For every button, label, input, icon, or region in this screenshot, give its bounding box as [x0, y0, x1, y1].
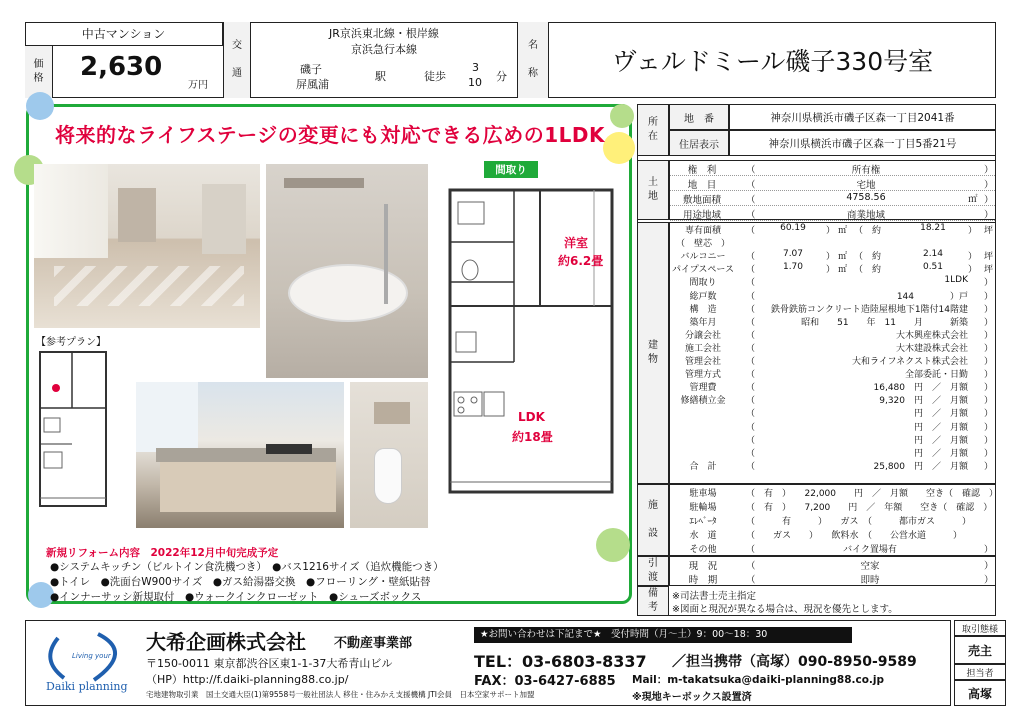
paren-close: ） [968, 252, 978, 263]
company-address: 〒150-0011 東京都渋谷区東1-1-37大希青山ビル [146, 657, 393, 670]
logo-tagline: Living your [72, 652, 111, 660]
building-row-label: 施工会社 [684, 343, 721, 354]
building-block [669, 222, 996, 484]
decor-circle-green-3 [596, 528, 630, 562]
land-block [669, 160, 996, 220]
delivery-row [670, 572, 995, 586]
paren-close: ） [984, 383, 994, 394]
paren-open: （ [746, 448, 756, 459]
building-row-label: 築年月 [689, 317, 717, 328]
area-tsubo: 2.14 [922, 249, 944, 260]
paren-close: ） [826, 226, 836, 236]
building-row-label: 管理費 [689, 383, 717, 394]
facility-row [670, 527, 995, 541]
delivery-row-label: 現 況 [688, 561, 718, 572]
paren-close: ） [826, 252, 836, 263]
facilities-block [669, 484, 996, 556]
building-row-value: 9,320 円 ／ 月額 [879, 396, 968, 407]
headline-text: 将来的なライフステージの変更にも対応できる広めの1LDK [55, 122, 605, 147]
keybox-note: ※現地キーボックス設置済 [632, 692, 752, 703]
paren-close: ） [984, 330, 994, 341]
building-row-value: 円 ／ 月額 [913, 422, 968, 433]
paren-open: （ [746, 561, 756, 572]
logo-name: Daiki planning [46, 680, 128, 693]
area-row-label: バルコニー [680, 252, 726, 263]
facility-row [670, 485, 998, 499]
paren-open: （ [746, 226, 756, 236]
area-row [670, 223, 995, 236]
building-row [670, 446, 995, 459]
paren-close: ） [984, 435, 994, 446]
walk-min-1: 3 [472, 61, 479, 74]
paren-open: （ [746, 278, 756, 289]
company-mail[interactable]: Mail：m-takatsuka@daiki-planning88.co.jp [632, 674, 885, 686]
tsubo-unit: 坪 [984, 252, 994, 263]
paren-open: （ [746, 545, 756, 555]
facility-row-label: その他 [689, 545, 717, 555]
transport-label: 交 通 [223, 22, 251, 98]
facilities-section: 施 設 [637, 484, 669, 556]
building-row-label: 分譲会社 [684, 330, 721, 341]
paren-open: （ [746, 435, 756, 446]
facility-row [670, 513, 995, 527]
area-row-label: パイプスペース [672, 265, 734, 276]
building-row-value: 全部委託・日勤 [904, 370, 968, 381]
building-row-value: 昭和 51 年 11 月 新築 [801, 317, 968, 328]
mode-label: 取引態様 [954, 620, 1006, 636]
paren-close: ） [826, 265, 836, 276]
building-row-label: 修繕積立金 [680, 396, 726, 407]
paren-close: ） [984, 409, 994, 420]
reform-title: 新規リフォーム内容 2022年12月中旬完成予定 [46, 547, 279, 559]
building-row [670, 354, 995, 367]
building-section: 建 物 [637, 222, 669, 484]
building-row-value: 25,800 円 ／ 月額 [873, 461, 968, 472]
facility-row-label: ｴﾚﾍﾞｰﾀ [689, 517, 717, 527]
land-row-value: 4758.56 [846, 192, 886, 203]
company-dept: 不動産事業部 [334, 636, 413, 651]
name-label: 名 称 [517, 22, 549, 98]
property-name: ヴェルドミール磯子330号室 [611, 47, 934, 76]
price-value: 2,630 [80, 52, 163, 82]
area-sqm: 1.70 [782, 262, 804, 273]
paren-open: （ [854, 265, 864, 276]
building-row-label: 管理会社 [684, 357, 721, 367]
paren-close: ） [984, 180, 994, 191]
paren-close: ） [984, 343, 994, 354]
paren-open: （ [746, 422, 756, 433]
building-row [670, 367, 995, 380]
approx-word: 約 [872, 226, 882, 236]
area-tsubo: 0.51 [922, 262, 944, 273]
land-row-label: 敷地面積 [682, 195, 721, 206]
paren-close: ） [984, 545, 994, 555]
reference-plan-label: 【参考プラン】 [36, 337, 106, 348]
paren-open: （ [746, 575, 756, 586]
ldk-label: LDK [518, 410, 545, 424]
building-row-label: 管理方式 [684, 370, 721, 381]
land-row [670, 176, 995, 191]
paren-open: （ [746, 343, 756, 354]
paren-open: （ [746, 195, 756, 206]
area-row [670, 249, 995, 262]
land-section: 土 地 [637, 160, 669, 220]
price-label: 価 格 [25, 46, 53, 98]
building-row-value: 大和ライフネクスト株式会社 [851, 357, 968, 367]
area-row [670, 262, 995, 275]
station-word: 駅 [375, 70, 386, 83]
building-row-value: 円 ／ 月額 [913, 409, 968, 420]
paren-close: ） [984, 291, 994, 302]
facility-row-value: （ 有 ） ガス （ 都市ガス ） [746, 517, 972, 527]
western-room-size: 約6.2畳 [558, 254, 604, 268]
building-row [670, 328, 995, 341]
facility-row-label: 駐輪場 [689, 503, 717, 513]
paren-open: （ [746, 330, 756, 341]
reform-item-3: ●インナーサッシ新規取付 ●ウォークインクローゼット ●シューズボックス [50, 591, 422, 603]
area-row-label: （ 壁芯 ） [675, 239, 730, 250]
building-row-label: 間取り [689, 278, 717, 289]
facility-row [670, 499, 995, 513]
delivery-row [670, 558, 995, 572]
paren-open: （ [746, 165, 756, 176]
location-section: 所 在 [637, 104, 669, 156]
area-sqm: 60.19 [780, 223, 806, 233]
floorplan-drawing [434, 182, 630, 500]
delivery-row-value: 空家 [860, 561, 880, 572]
building-row-value: 鉄骨鉄筋コンクリート造陸屋根地下1階付14階建 [771, 304, 968, 315]
land-row-label: 権 利 [687, 165, 717, 176]
land-row-unit: ㎡ [968, 194, 978, 205]
reform-item-2: ●トイレ ●洗面台W900サイズ ●ガス給湯器交換 ●フローリング・壁紙貼替 [50, 576, 431, 588]
station-1: 磯子 [300, 63, 322, 76]
station-2: 屏風浦 [296, 78, 329, 91]
land-row [670, 161, 995, 176]
building-row-value: 大木興産株式会社 [895, 330, 968, 341]
building-row-value: 1LDK [944, 275, 968, 286]
building-row-value: 16,480 円 ／ 月額 [873, 383, 968, 394]
reform-item-1: ●システムキッチン（ビルトイン食洗機つき） ●バス1216サイズ（追炊機能つき） [50, 561, 444, 573]
walk-word: 徒歩 [424, 70, 446, 83]
inquiry-bar: ★お問い合わせは下記まで★ 受付時間（月～土）9：00～18：30 [474, 627, 852, 643]
sqm-unit: ㎡ [838, 226, 848, 236]
facility-row-value: （ 有 ） 7,200 円 ／ 年額 空き（ 確認 ） [746, 503, 993, 513]
paren-close: ） [984, 317, 994, 328]
area-row [670, 236, 995, 249]
staff-label: 担当者 [954, 664, 1006, 680]
facility-row [670, 541, 995, 555]
land-row [670, 191, 995, 206]
paren-open: （ [746, 409, 756, 420]
approx-word: 約 [872, 265, 882, 276]
paren-close: ） [984, 165, 994, 176]
paren-close: ） [984, 575, 994, 586]
land-row-value: 所有権 [851, 165, 881, 176]
lot-label: 地 番 [669, 104, 729, 130]
paren-close: ） [968, 226, 978, 236]
sqm-unit: ㎡ [838, 265, 848, 276]
land-row-value: 宅地 [856, 180, 876, 191]
paren-close: ） [984, 357, 994, 367]
photo-toilet [350, 382, 428, 528]
paren-close: ） [984, 195, 994, 206]
paren-open: （ [746, 210, 756, 221]
building-row [670, 302, 995, 315]
remarks-section: 備 考 [637, 586, 669, 616]
building-row-label: 合 計 [689, 461, 717, 472]
paren-close: ） [984, 461, 994, 472]
facility-row-label: 水 道 [689, 531, 717, 541]
building-row-value: 円 ／ 月額 [913, 435, 968, 446]
building-row [670, 275, 995, 288]
paren-open: （ [746, 357, 756, 367]
building-row [670, 433, 995, 446]
lot-value: 神奈川県横浜市磯子区森一丁目2041番 [729, 104, 996, 130]
photo-kitchen [136, 382, 344, 528]
land-row-label: 地 目 [687, 180, 717, 191]
building-row [670, 341, 995, 354]
building-row [670, 393, 995, 406]
address-label: 住居表示 [669, 130, 729, 156]
land-row-value: 商業地域 [846, 210, 885, 221]
paren-open: （ [854, 252, 864, 263]
paren-open: （ [746, 396, 756, 407]
paren-open: （ [854, 226, 864, 236]
walk-min-2: 10 [468, 76, 482, 89]
paren-close: ） [984, 422, 994, 433]
building-row-value: 円 ／ 月額 [913, 448, 968, 459]
company-logo [38, 630, 138, 696]
paren-open: （ [746, 370, 756, 381]
paren-close: ） [984, 210, 994, 221]
building-row-label: 総戸数 [689, 291, 717, 302]
delivery-section: 引 渡 [637, 556, 669, 586]
area-tsubo: 18.21 [920, 223, 946, 233]
company-fax: FAX：03-6427-6885 [474, 674, 616, 689]
building-row [670, 420, 995, 433]
headline-banner [32, 110, 628, 156]
sqm-unit: ㎡ [838, 252, 848, 263]
land-row [670, 206, 995, 221]
area-sqm: 7.07 [782, 249, 804, 260]
address-value: 神奈川県横浜市磯子区森一丁目5番21号 [729, 130, 996, 156]
tsubo-unit: 坪 [984, 226, 994, 236]
paren-open: （ [746, 304, 756, 315]
delivery-row-label: 時 期 [688, 575, 718, 586]
building-row [670, 380, 995, 393]
facility-row-value: バイク置場有 [843, 545, 897, 555]
photo-living-room [34, 164, 260, 328]
company-hp[interactable]: （HP）http://f.daiki-planning88.co.jp/ [146, 673, 349, 686]
paren-open: （ [746, 461, 756, 472]
paren-close: ） [984, 561, 994, 572]
paren-close: ） [984, 304, 994, 315]
building-row [670, 315, 995, 328]
delivery-row-value: 即時 [860, 575, 880, 586]
paren-close: ） [984, 448, 994, 459]
company-mobile[interactable]: ／担当携帯（高塚）090-8950-9589 [672, 654, 917, 670]
photo-bathroom [266, 164, 428, 378]
paren-open: （ [746, 291, 756, 302]
company-license: 宅地建物取引業 国土交通大臣(1)第9558号一般社団法人 移住・住みかえ支援機構 JTI会員 日本空家サポート加盟 [146, 690, 535, 699]
delivery-block [669, 556, 996, 586]
building-row-value: 大木建設株式会社 [895, 343, 968, 354]
ldk-size: 約18畳 [512, 430, 553, 444]
facility-row-value: （ 有 ） 22,000 円 ／ 月額 空き（ 確認 ） [746, 489, 998, 499]
paren-close: ） [984, 370, 994, 381]
building-row [670, 406, 995, 419]
paren-close: ） [984, 396, 994, 407]
building-row-label: 構 造 [689, 304, 717, 315]
facility-row-label: 駐車場 [689, 489, 717, 499]
approx-word: 約 [872, 252, 882, 263]
building-row [670, 289, 995, 302]
building-row [670, 459, 995, 472]
remark-line-1: ※司法書士売主指定 [672, 591, 756, 602]
reference-plan-drawing [36, 348, 132, 512]
line-1: JR京浜東北線・根岸線 [329, 27, 439, 40]
building-row-value: 144 ）戸 [896, 291, 968, 302]
western-room-label: 洋室 [564, 236, 589, 250]
company-tel[interactable]: TEL：03-6803-8337 [474, 652, 647, 671]
mode-value: 売主 [954, 636, 1006, 664]
paren-close: ） [968, 265, 978, 276]
line-2: 京浜急行本線 [351, 43, 417, 56]
tsubo-unit: 坪 [984, 265, 994, 276]
paren-open: （ [746, 383, 756, 394]
min-unit: 分 [496, 70, 507, 83]
remark-line-2: ※図面と現況が異なる場合は、現況を優先とします。 [672, 604, 898, 615]
company-name: 大希企画株式会社 [146, 630, 306, 654]
land-row-label: 用途地域 [682, 210, 721, 221]
facility-row-value: （ ガス ） 飲料水 （ 公営水道 ） [746, 531, 963, 541]
paren-open: （ [746, 317, 756, 328]
paren-open: （ [746, 252, 756, 263]
paren-close: ） [984, 278, 994, 289]
price-unit: 万円 [188, 80, 208, 91]
area-row-label: 専有面積 [684, 226, 721, 236]
property-type: 中古マンション [25, 22, 223, 46]
paren-open: （ [746, 265, 756, 276]
floorplan-tag: 間取り [484, 161, 538, 178]
staff-value: 高塚 [954, 680, 1006, 706]
paren-open: （ [746, 180, 756, 191]
